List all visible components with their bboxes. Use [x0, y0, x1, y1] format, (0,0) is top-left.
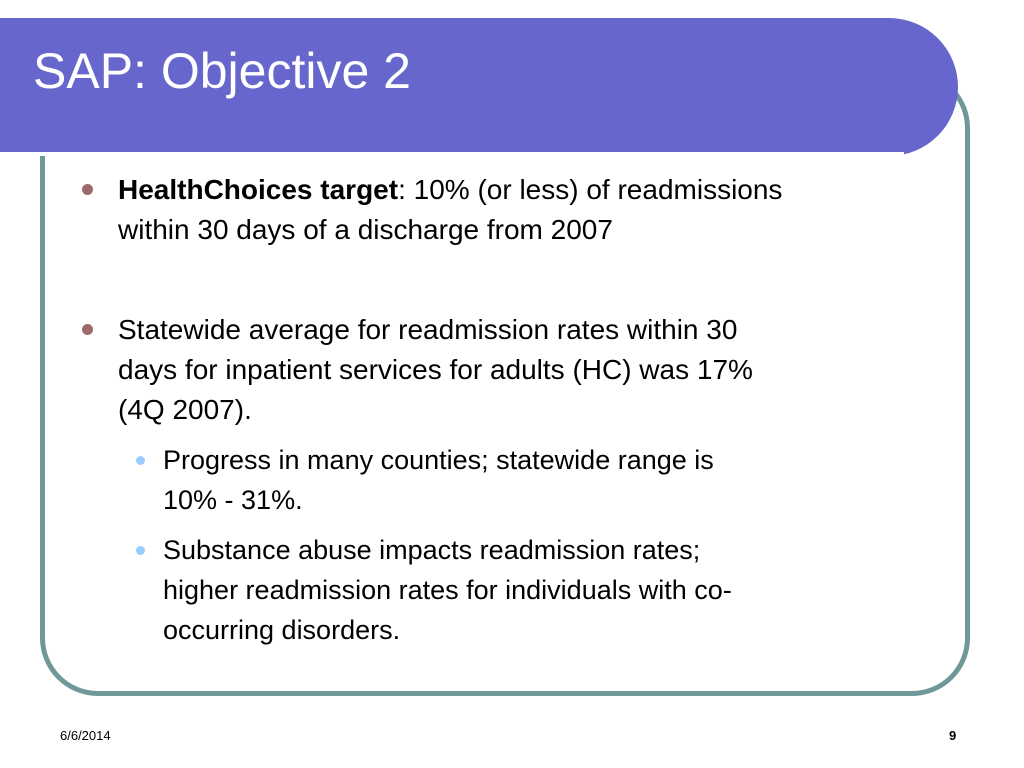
footer-page-number: 9 — [949, 728, 957, 743]
bullet-marker — [82, 184, 93, 195]
bullet-1-line-1 — [118, 170, 782, 210]
bullet-2-line-2: days for inpatient services for adults (HC) was 17% — [118, 354, 753, 385]
footer-date: 6/6/2014 — [60, 728, 111, 743]
sub-bullet-1-line-1: Progress in many counties; statewide range is — [163, 445, 714, 475]
bullet-marker — [82, 324, 93, 335]
sub-bullet-1-line-2: 10% - 31%. — [163, 485, 303, 515]
sub-bullet-2-line-3: occurring disorders. — [163, 615, 401, 645]
bullet-2-line-1: Statewide average for readmission rates within 30 — [118, 314, 738, 345]
sub-bullet-2-line-2: higher readmission rates for individuals with co- — [163, 575, 732, 605]
sub-bullet-2-line-1: Substance abuse impacts readmission rates; — [163, 535, 701, 565]
slide-title: SAP: Objective 2 — [33, 43, 411, 99]
bullet-1-bold: HealthChoices target — [118, 174, 399, 205]
bullet-2-line-3: (4Q 2007). — [118, 394, 252, 425]
sub-bullet-marker — [136, 546, 145, 555]
bullet-1-line-2: within 30 days of a discharge from 2007 — [118, 214, 613, 245]
sub-bullet-marker — [136, 456, 145, 465]
bullet-1-text: : 10% (or less) of readmissions — [398, 174, 783, 205]
